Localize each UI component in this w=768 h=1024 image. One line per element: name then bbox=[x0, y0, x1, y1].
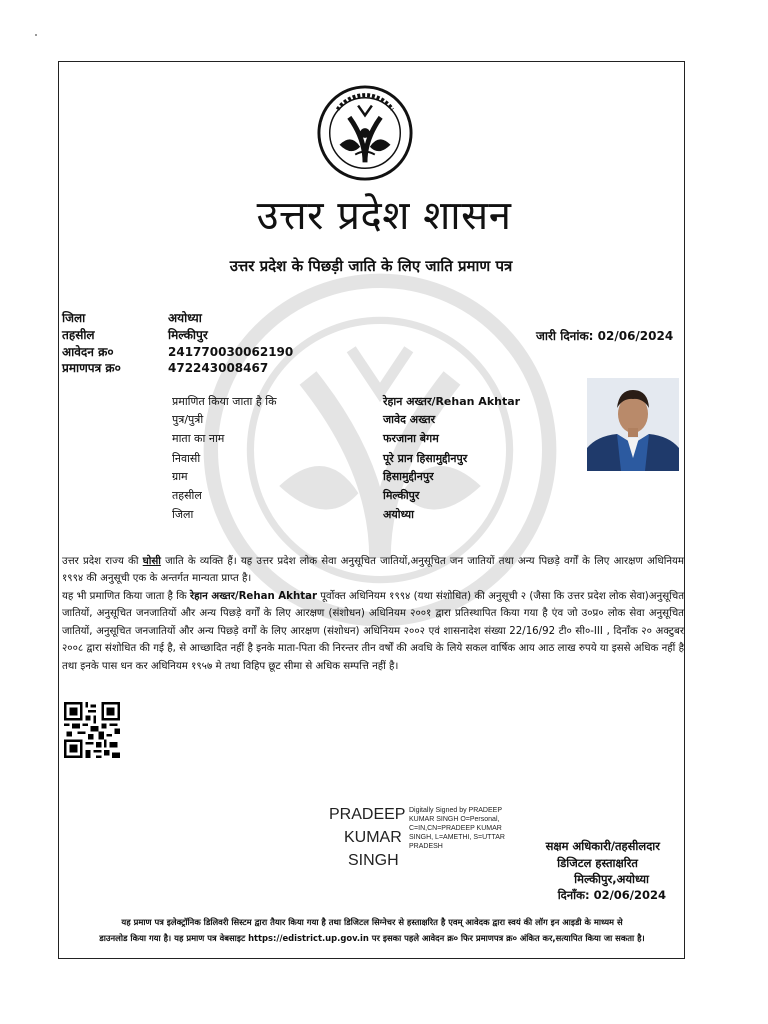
certificate-number-label: प्रमाणपत्र क्र० bbox=[62, 361, 121, 375]
eligibility-paragraph bbox=[62, 588, 684, 675]
caste-name: घोसी bbox=[142, 556, 161, 567]
certificate-title: उत्तर प्रदेश के पिछड़ी जाति के लिए जाति प्रमाण पत्र bbox=[229, 257, 513, 275]
person-row-label: माता का नाम bbox=[172, 432, 225, 445]
tehsil-label: तहसील bbox=[62, 328, 95, 342]
person-row-label: पुत्र/पुत्री bbox=[172, 413, 204, 426]
paragraph-text: यह भी प्रमाणित किया जाता है कि bbox=[62, 591, 190, 602]
application-number-value: 241770030062190 bbox=[168, 345, 294, 359]
person-row-value: फरजाना बेगम bbox=[383, 432, 439, 445]
person-row-value: अयोध्या bbox=[383, 508, 414, 521]
digital-signature-details: Digitally Signed by PRADEEP KUMAR SINGH O=Personal, C=IN,CN=PRADEEP KUMAR SINGH, L=AMETHI, S=UTTAR PRADESH bbox=[409, 807, 505, 850]
officer-place: मिल्कीपुर,अयोध्या bbox=[574, 872, 649, 886]
certificate-number-value: 472243008467 bbox=[168, 361, 269, 375]
person-row-value: पूरे प्रान हिसामुद्दीनपुर bbox=[383, 452, 468, 465]
person-row-label: प्रमाणित किया जाता है कि bbox=[172, 395, 277, 408]
paragraph-text: उत्तर प्रदेश राज्य की bbox=[62, 556, 143, 567]
caste-statement-paragraph bbox=[62, 553, 684, 588]
government-title: उत्तर प्रदेश शासन bbox=[256, 193, 512, 239]
issue-date: जारी दिनांक: 02/06/2024 bbox=[536, 329, 674, 343]
officer-date: दिनाँक: 02/06/2024 bbox=[557, 888, 666, 902]
paragraph-text: पूर्वोक्त अधिनियम १९९४ (यथा संशोधित) की अनुसूची २ (जैसा कि उत्तर प्रदेश लोक सेवा)अनुसूचित जातियों, अनुसूचित जनजातियों और अन्य पिछड़े वर्गों के लिए आरक्षण (संशोधन) अधिनियम २००१ द्वारा प्रतिस्थापित किया गया है एंव जो उ०प्र० लोक सेवा अनुसूचित जातियों, अनुसूचित जनजातियों और अन्य पिछड़े वर्गों के लिए आरक्षण (संशोधन) अधिनियम २००२ एवं शासनादेश संख्या 22/16/92 टी० सी०-III , दिनाँक २० अक्टुबर २००८ द्वारा संशोधित की गई है, से आच्छादित नहीं है इनके माता-पिता की निरन्तर तीन वर्षों की अवधि के लिये सकल वार्षिक आय आठ लाख रुपये या इससे अधिक नहीं है तथा इनके पास धन कर अधिनियम १९५७ मे तथा विहिप छूट सीमा से अधिक सम्पत्ति नहीं है। bbox=[62, 591, 685, 672]
signer-name-line: SINGH bbox=[348, 852, 399, 869]
district-value: अयोध्या bbox=[168, 311, 202, 325]
up-government-emblem-icon bbox=[316, 84, 414, 182]
footer-line: डाउनलोड किया गया है। यह प्रमाण पत्र वेबसाइट https://edistrict.up.gov.in पर इसका पहले आवेदन क्र० फिर प्रमाणपत्र क्र० अंकित कर,सत्यापित किया जा सकता है। bbox=[99, 933, 645, 943]
qr-code-icon bbox=[64, 702, 120, 758]
verification-footer bbox=[60, 914, 684, 946]
person-row-label: तहसील bbox=[172, 489, 202, 502]
applicant-portrait-icon bbox=[587, 378, 679, 471]
district-label: जिला bbox=[62, 311, 86, 325]
person-row-label: जिला bbox=[172, 508, 194, 521]
paragraph-text: जाति के व्यक्ति हैं। यह उत्तर प्रदेश लोक सेवा अनुसूचित जातियों,अनुसूचित जन जातियों तथा अन्य पिछड़े वर्गों के लिए आरक्षण अधिनियम १९९४ की अनुसूची एक के अन्तर्गत मान्यता प्राप्त है। bbox=[62, 556, 684, 585]
stray-mark bbox=[35, 34, 37, 36]
application-number-label: आवेदन क्र० bbox=[62, 345, 114, 359]
applicant-photo bbox=[587, 378, 679, 471]
digitally-signed-label: डिजिटल हस्ताक्षरित bbox=[557, 856, 638, 870]
tehsil-value: मिल्कीपुर bbox=[168, 328, 208, 342]
person-row-value: हिसामुद्दीनपुर bbox=[383, 470, 434, 483]
signer-name-line: PRADEEP bbox=[329, 806, 406, 823]
person-row-value: जावेद अख्तर bbox=[383, 413, 436, 426]
person-row-value: रेहान अख्तर/Rehan Akhtar bbox=[383, 395, 521, 408]
person-row-label: ग्राम bbox=[172, 470, 188, 483]
signer-name-line: KUMAR bbox=[344, 829, 402, 846]
person-row-label: निवासी bbox=[172, 452, 201, 465]
person-row-value: मिल्कीपुर bbox=[383, 489, 420, 502]
officer-designation: सक्षम अधिकारी/तहसीलदार bbox=[545, 839, 660, 853]
applicant-name: रेहान अख्तर/Rehan Akhtar bbox=[189, 591, 317, 602]
footer-line: यह प्रमाण पत्र इलेक्ट्रॉनिक डिलिवरी सिस्टम द्वारा तैयार किया गया है तथा डिजिटल सिग्नेचर से हस्ताक्षरित है एवम् आवेदक द्वारा स्वयं की लॉग इन आइडी के माध्यम से bbox=[121, 917, 623, 927]
